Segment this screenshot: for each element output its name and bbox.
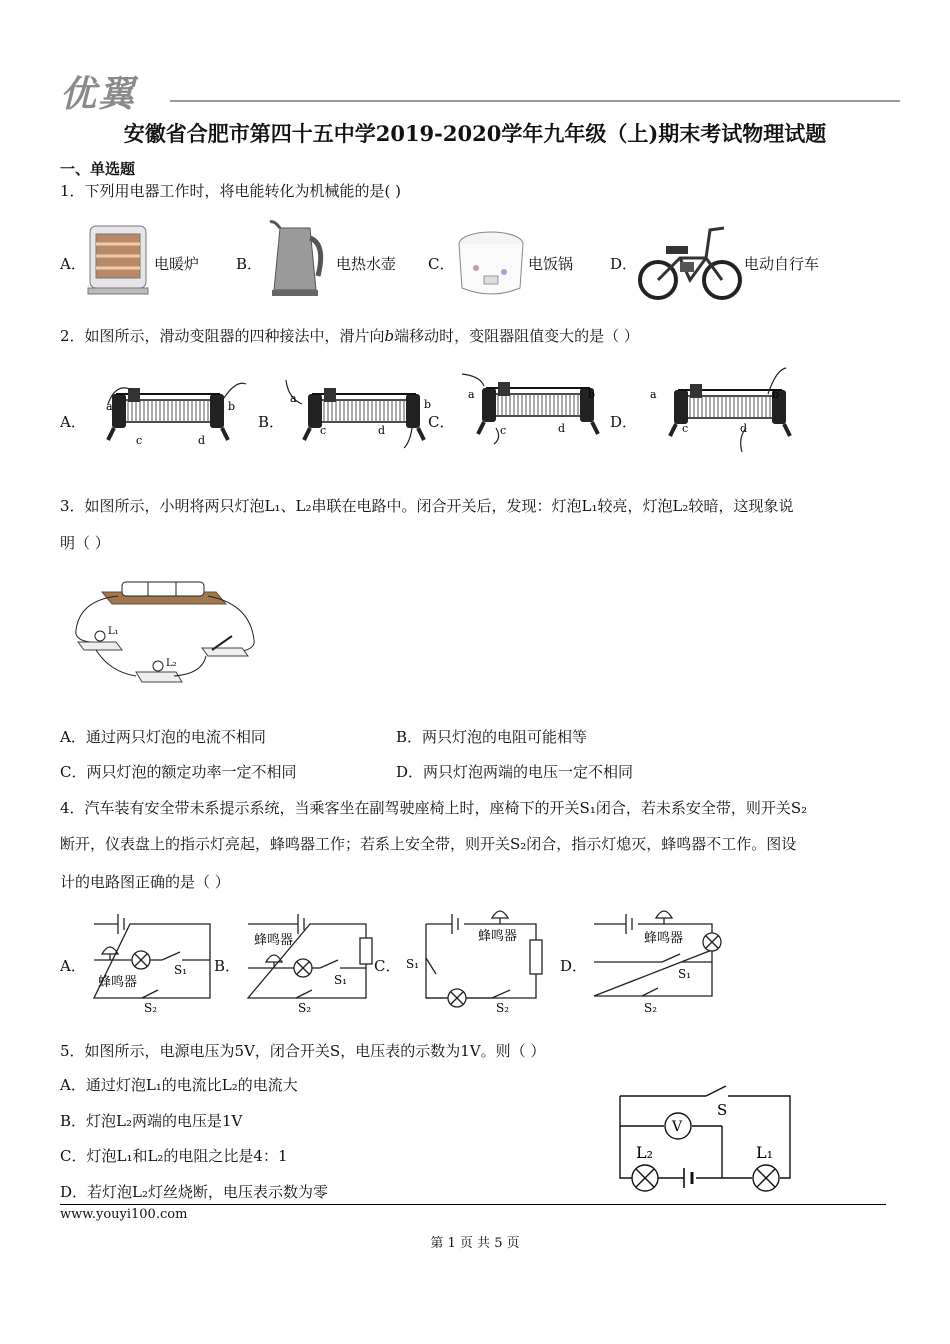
q2-rheostat-d: [646, 368, 796, 452]
terminal-b: b: [588, 388, 596, 401]
terminal-d: d: [198, 434, 206, 447]
q2-stem-start: 2．如图所示，滑动变阻器的四种接法中，滑片向: [60, 327, 385, 345]
question-4-stem-line1: 4．汽车装有安全带未系提示系统，当乘客坐在副驾驶座椅上时，座椅下的开关S₁闭合，若未系安全带，则开关S₂: [60, 799, 808, 817]
page-number: 第 1 页 共 5 页: [430, 1236, 520, 1251]
electric-heater-image: [86, 222, 150, 298]
terminal-b: b: [424, 398, 432, 411]
buzzer-label: 蜂鸣器: [644, 931, 684, 946]
terminal-c: c: [320, 424, 327, 437]
q4-option-a-letter: A．: [60, 957, 86, 975]
q2-option-a-letter: A．: [60, 413, 86, 431]
voltmeter-label: V: [672, 1119, 683, 1135]
switch-s1-label: S₁: [174, 963, 188, 977]
electric-bicycle-image: [636, 222, 744, 302]
q1-option-b-label: 电热水壶: [336, 255, 397, 273]
rice-cooker-image: [456, 228, 526, 300]
terminal-a: a: [468, 388, 475, 401]
q4-circuit-d: [592, 904, 732, 1016]
q2-stem-italic: b: [384, 327, 395, 345]
q1-option-b-letter: B．: [236, 255, 263, 273]
logo: 优翼: [60, 74, 137, 115]
lamp-l1-label: L₁: [756, 1143, 774, 1162]
q5-option-b: B．灯泡L₂两端的电压是1V: [60, 1112, 243, 1130]
buzzer-label: 蜂鸣器: [98, 975, 138, 990]
header-divider: [170, 100, 900, 102]
q5-option-a: A．通过灯泡L₁的电流比L₂的电流大: [60, 1076, 298, 1094]
switch-s-label: S: [717, 1101, 728, 1119]
terminal-b: b: [228, 400, 236, 413]
switch-s2-label: S₂: [144, 1001, 158, 1015]
question-4-stem-line3: 计的电路图正确的是（ ）: [60, 873, 230, 891]
q3-option-c: C．两只灯泡的额定功率一定不相同: [60, 763, 297, 781]
section-heading: 一、单选题: [60, 160, 136, 178]
q3-circuit-image: [66, 576, 276, 692]
q2-stem-end: 端移动时，变阻器阻值变大的是（ ）: [394, 327, 639, 345]
terminal-d: d: [740, 422, 748, 435]
q5-option-c: C．灯泡L₁和L₂的电阻之比是4：1: [60, 1147, 288, 1165]
switch-s1-label: S₁: [678, 967, 692, 981]
lamp-l1-label: L₁: [108, 626, 119, 637]
q1-option-c-label: 电饭锅: [528, 255, 574, 273]
terminal-d: d: [378, 424, 386, 437]
footer-url: www.youyi100.com: [60, 1207, 188, 1222]
q5-circuit-image: [616, 1078, 796, 1202]
switch-s2-label: S₂: [298, 1001, 312, 1015]
q4-option-b-letter: B．: [214, 957, 241, 975]
terminal-b: b: [772, 388, 780, 401]
switch-s2-label: S₂: [644, 1001, 658, 1015]
terminal-d: d: [558, 422, 566, 435]
q4-option-c-letter: C．: [374, 957, 401, 975]
q2-rheostat-a: [96, 380, 246, 450]
q1-option-a-label: 电暖炉: [154, 255, 200, 273]
q3-option-b: B．两只灯泡的电阻可能相等: [396, 728, 588, 746]
q4-circuit-c: [404, 900, 550, 1018]
q4-circuit-a: [92, 906, 216, 1018]
q2-option-d-letter: D．: [610, 413, 638, 431]
lamp-l2-label: L₂: [636, 1143, 654, 1162]
page-title: 安徽省合肥市第四十五中学2019-2020学年九年级（上)期末考试物理试题: [123, 121, 827, 146]
q3-option-d: D．两只灯泡两端的电压一定不相同: [396, 763, 634, 781]
q4-circuit-b: [246, 906, 372, 1018]
terminal-a: a: [650, 388, 657, 401]
q2-option-b-letter: B．: [258, 413, 285, 431]
question-4-stem-line2: 断开，仪表盘上的指示灯亮起，蜂鸣器工作；若系上安全带，则开关S₂闭合，指示灯熄灭，蜂鸣器不工作。图设: [60, 835, 797, 853]
q1-option-a-letter: A．: [60, 255, 86, 273]
terminal-a: a: [290, 392, 297, 405]
question-2-stem: [60, 326, 639, 346]
terminal-c: c: [682, 422, 689, 435]
question-3-stem-line1: 3．如图所示，小明将两只灯泡L₁、L₂串联在电路中。闭合开关后，发现：灯泡L₁较亮，灯泡L₂较暗，这现象说: [60, 497, 794, 515]
buzzer-label: 蜂鸣器: [254, 933, 294, 948]
q3-option-a: A．通过两只灯泡的电流不相同: [60, 728, 266, 746]
q2-option-c-letter: C．: [428, 413, 455, 431]
switch-s1-label: S₁: [406, 957, 420, 971]
q1-option-d-letter: D．: [610, 255, 638, 273]
buzzer-label: 蜂鸣器: [478, 929, 518, 944]
q1-option-c-letter: C．: [428, 255, 455, 273]
q2-rheostat-c: [458, 372, 608, 446]
footer-divider: [60, 1204, 886, 1205]
terminal-a: a: [106, 400, 113, 413]
switch-s1-label: S₁: [334, 973, 348, 987]
question-1-stem: 1．下列用电器工作时，将电能转化为机械能的是( ): [60, 182, 402, 200]
question-3-stem-line2: 明（ ）: [60, 534, 110, 552]
switch-s2-label: S₂: [496, 1001, 510, 1015]
terminal-c: c: [500, 424, 507, 437]
q2-rheostat-b: [284, 378, 434, 450]
lamp-l2-label: L₂: [166, 658, 177, 669]
q5-option-d: D．若灯泡L₂灯丝烧断，电压表示数为零: [60, 1183, 329, 1201]
q1-option-d-label: 电动自行车: [744, 255, 820, 273]
question-5-stem: 5．如图所示，电源电压为5V，闭合开关S，电压表的示数为1V。则（ ）: [60, 1042, 546, 1060]
electric-kettle-image: [266, 214, 326, 300]
terminal-c: c: [136, 434, 143, 447]
q4-option-d-letter: D．: [560, 957, 588, 975]
